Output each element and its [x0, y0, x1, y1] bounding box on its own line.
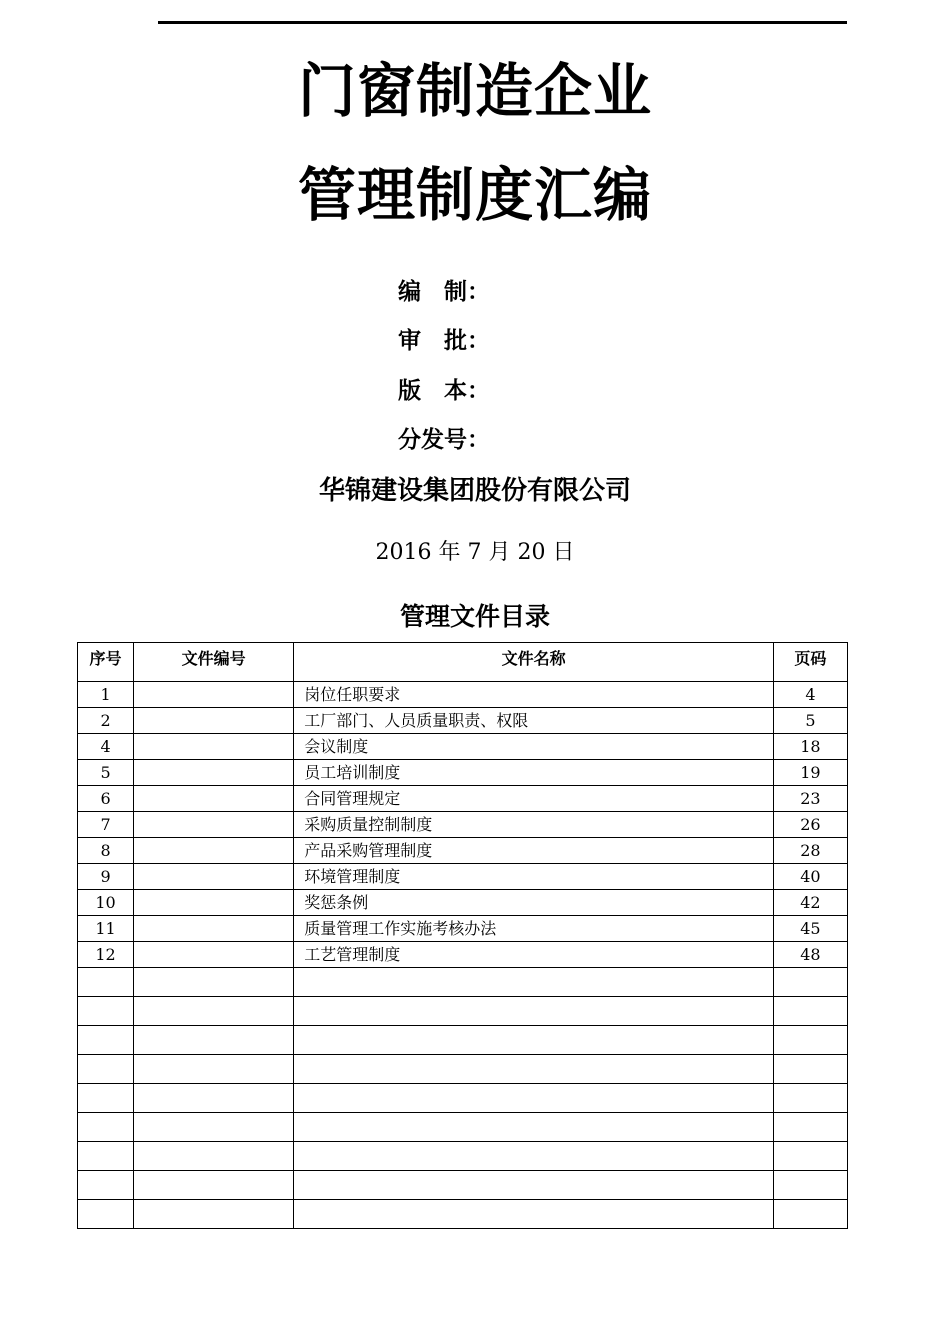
- row-page: [773, 1200, 847, 1229]
- row-name: [294, 1113, 774, 1142]
- row-name: [294, 1026, 774, 1055]
- row-code: [134, 1142, 294, 1171]
- row-page: 18: [773, 734, 847, 760]
- row-code: [134, 916, 294, 942]
- row-name: [294, 997, 774, 1026]
- row-page: 4: [773, 682, 847, 708]
- row-number: [78, 1113, 134, 1142]
- row-code: [134, 1084, 294, 1113]
- row-code: [134, 942, 294, 968]
- toc-header-row: [78, 643, 848, 682]
- row-name: 岗位任职要求: [294, 682, 774, 708]
- row-page: [773, 997, 847, 1026]
- distribution-number-field: 分发号：: [398, 427, 490, 453]
- table-row: [78, 890, 848, 916]
- toc-table: [77, 642, 848, 1229]
- blank-row: [78, 968, 848, 997]
- row-code: [134, 890, 294, 916]
- table-row: [78, 682, 848, 708]
- row-name: 奖惩条例: [294, 890, 774, 916]
- blank-row: [78, 1026, 848, 1055]
- row-code: [134, 786, 294, 812]
- issue-date: 2016 年 7 月 20 日: [375, 540, 575, 565]
- row-code: [134, 1055, 294, 1084]
- table-row: [78, 916, 848, 942]
- row-name: 会议制度: [294, 734, 774, 760]
- row-page: 48: [773, 942, 847, 968]
- table-row: [78, 942, 848, 968]
- row-code: [134, 682, 294, 708]
- row-number: [78, 1142, 134, 1171]
- row-name: [294, 968, 774, 997]
- row-page: 28: [773, 838, 847, 864]
- row-number: 10: [78, 890, 134, 916]
- row-code: [134, 1200, 294, 1229]
- row-code: [134, 968, 294, 997]
- row-name: 质量管理工作实施考核办法: [294, 916, 774, 942]
- toc-body: [78, 682, 848, 1229]
- row-page: [773, 1055, 847, 1084]
- row-code: [134, 708, 294, 734]
- compiler-field: 编 制：: [398, 279, 490, 305]
- table-row: [78, 708, 848, 734]
- row-page: 40: [773, 864, 847, 890]
- row-number: 4: [78, 734, 134, 760]
- row-code: [134, 997, 294, 1026]
- company-name: 华锦建设集团股份有限公司: [318, 476, 631, 506]
- row-number: 5: [78, 760, 134, 786]
- row-code: [134, 734, 294, 760]
- blank-row: [78, 1200, 848, 1229]
- row-page: [773, 1084, 847, 1113]
- row-page: 26: [773, 812, 847, 838]
- row-number: 6: [78, 786, 134, 812]
- row-page: [773, 1113, 847, 1142]
- row-page: 23: [773, 786, 847, 812]
- row-page: [773, 968, 847, 997]
- row-number: 1: [78, 682, 134, 708]
- row-name: [294, 1171, 774, 1200]
- row-name: 工艺管理制度: [294, 942, 774, 968]
- blank-row: [78, 1055, 848, 1084]
- row-number: 11: [78, 916, 134, 942]
- row-code: [134, 812, 294, 838]
- row-page: 45: [773, 916, 847, 942]
- row-page: [773, 1142, 847, 1171]
- row-number: 8: [78, 838, 134, 864]
- table-row: [78, 760, 848, 786]
- row-code: [134, 1113, 294, 1142]
- row-code: [134, 864, 294, 890]
- row-name: 合同管理规定: [294, 786, 774, 812]
- blank-row: [78, 1084, 848, 1113]
- row-name: 产品采购管理制度: [294, 838, 774, 864]
- document-title-line-1: 门窗制造企业: [297, 57, 652, 125]
- table-row: [78, 734, 848, 760]
- blank-row: [78, 1171, 848, 1200]
- version-field: 版 本：: [398, 378, 490, 404]
- row-name: [294, 1142, 774, 1171]
- row-number: [78, 968, 134, 997]
- row-number: [78, 1084, 134, 1113]
- row-page: 19: [773, 760, 847, 786]
- top-rule: [158, 21, 847, 24]
- row-number: [78, 1055, 134, 1084]
- row-number: [78, 1171, 134, 1200]
- row-name: 员工培训制度: [294, 760, 774, 786]
- header-code: 文件编号: [134, 643, 294, 682]
- row-number: 9: [78, 864, 134, 890]
- row-page: [773, 1171, 847, 1200]
- table-row: [78, 864, 848, 890]
- row-name: 环境管理制度: [294, 864, 774, 890]
- table-row: [78, 838, 848, 864]
- row-page: 5: [773, 708, 847, 734]
- header-page: 页码: [773, 643, 847, 682]
- row-code: [134, 838, 294, 864]
- blank-row: [78, 997, 848, 1026]
- row-page: [773, 1026, 847, 1055]
- row-name: [294, 1200, 774, 1229]
- row-number: 7: [78, 812, 134, 838]
- row-code: [134, 760, 294, 786]
- row-name: 采购质量控制制度: [294, 812, 774, 838]
- header-no: 序号: [78, 643, 134, 682]
- document-title-line-2: 管理制度汇编: [297, 161, 652, 229]
- approver-field: 审 批：: [398, 328, 490, 354]
- table-row: [78, 786, 848, 812]
- row-number: 2: [78, 708, 134, 734]
- row-number: 12: [78, 942, 134, 968]
- row-name: [294, 1055, 774, 1084]
- row-number: [78, 1026, 134, 1055]
- row-code: [134, 1026, 294, 1055]
- row-page: 42: [773, 890, 847, 916]
- row-number: [78, 1200, 134, 1229]
- row-name: [294, 1084, 774, 1113]
- blank-row: [78, 1142, 848, 1171]
- table-row: [78, 812, 848, 838]
- row-code: [134, 1171, 294, 1200]
- row-name: 工厂部门、人员质量职责、权限: [294, 708, 774, 734]
- header-name: 文件名称: [294, 643, 774, 682]
- toc-title: 管理文件目录: [399, 602, 550, 631]
- blank-row: [78, 1113, 848, 1142]
- row-number: [78, 997, 134, 1026]
